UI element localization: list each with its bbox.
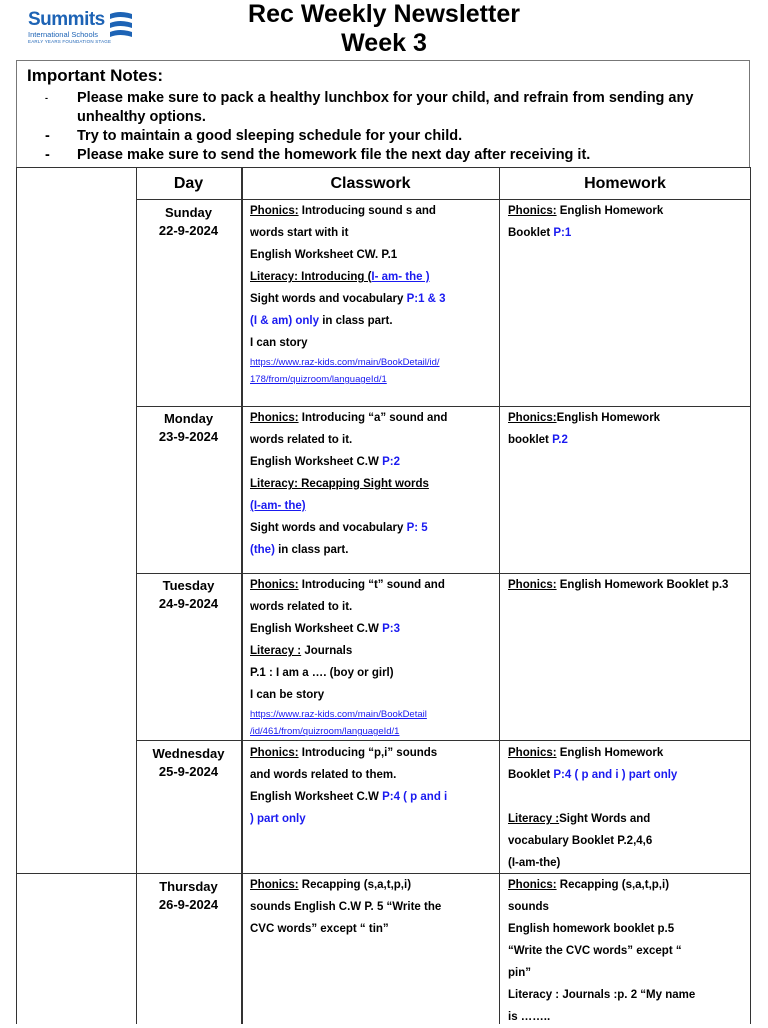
newsletter-title-block (0, 0, 768, 58)
cell-text: Recapping (s,a,t,p,i) (556, 879, 670, 891)
note-text: Try to maintain a good sleeping schedule for your child. (77, 128, 463, 144)
page-ref: P:4 ( p and i ) part only (553, 769, 678, 781)
cell-text: English Homework (556, 747, 664, 759)
column-header-day: Day (173, 175, 204, 192)
cell-text: words related to it. (250, 601, 353, 613)
cell-text: CVC words” except “ tin” (250, 923, 389, 935)
logo-tagline: EARLY YEARS FOUNDATION STAGE (28, 39, 112, 44)
homework-cell (508, 407, 746, 451)
table-right-border (750, 167, 751, 1024)
homework-cell (508, 200, 746, 244)
page-ref: P:1 (553, 227, 572, 239)
table-row-day (136, 878, 241, 914)
day-date: 22-9-2024 (158, 223, 219, 238)
page-ref: P:2 (382, 456, 400, 468)
page-ref: P:3 (382, 623, 400, 635)
classwork-cell (250, 407, 495, 561)
story-link[interactable]: https://www.raz-kids.com/main/BookDetail/id/ (250, 357, 440, 368)
day-date: 26-9-2024 (158, 897, 219, 912)
note-text: Please make sure to send the homework file the next day after receiving it. (77, 147, 591, 163)
subject-label: Phonics: (508, 205, 557, 217)
homework-cell (508, 742, 746, 874)
important-notes-box (16, 60, 750, 167)
cell-text: pin” (508, 967, 531, 979)
day-name: Sunday (165, 205, 212, 220)
column-header-classwork: Classwork (330, 175, 411, 192)
cell-text: Booklet (508, 769, 554, 781)
subject-label: Phonics: (250, 579, 299, 591)
cell-text: English Worksheet C.W (250, 791, 383, 803)
sight-words: I- am- the ) (371, 271, 430, 283)
table-left-border (16, 167, 17, 1024)
week-label: Week 3 (341, 29, 427, 57)
cell-text: and words related to them. (250, 769, 397, 781)
cell-text: vocabulary Booklet P.2,4,6 (508, 835, 653, 847)
story-link-continuation[interactable]: 178/from/quizroom/languageId/1 (250, 374, 387, 385)
page-ref: ) part only (250, 813, 306, 825)
cell-text: “Write the CVC words” except “ (508, 945, 682, 957)
day-name: Wednesday (152, 746, 225, 761)
subject-label: Phonics: (250, 747, 299, 759)
cell-text: English Homework Booklet p.3 (556, 579, 729, 591)
page-ref: P.2 (552, 434, 568, 446)
classwork-cell (250, 874, 495, 940)
logo-name: Summits (28, 9, 105, 30)
homework-cell (508, 574, 748, 596)
cell-text: Introducing sound s and (298, 205, 436, 217)
cell-text: words related to it. (250, 434, 353, 446)
cell-text: English homework booklet p.5 (508, 923, 675, 935)
table-row-day (136, 410, 241, 446)
cell-text: (I-am-the) (508, 857, 561, 869)
cell-text: English Worksheet CW. P.1 (250, 249, 398, 261)
cell-text: English Worksheet C.W (250, 456, 383, 468)
cell-text: sounds (508, 901, 549, 913)
subject-label: Literacy: Recapping Sight words (250, 478, 429, 490)
cell-text: Sight words and vocabulary (250, 522, 407, 534)
column-divider (499, 167, 500, 1024)
note-text: unhealthy options. (77, 109, 206, 125)
cell-text: Recapping (s,a,t,p,i) (298, 879, 412, 891)
subject-label: Literacy: Introducing ( (250, 271, 372, 283)
cell-text: Sight Words and (559, 813, 651, 825)
logo-subtitle: International Schools (28, 30, 99, 39)
subject-label: Literacy : (250, 645, 302, 657)
cell-text: Introducing “a” sound and (298, 412, 448, 424)
subject-label: Phonics: (250, 879, 299, 891)
cell-text: Literacy : Journals :p. 2 “My name (508, 989, 696, 1001)
cell-text: Journals (301, 645, 353, 657)
subject-label: Phonics: (508, 412, 557, 424)
subject-label: Phonics: (508, 579, 557, 591)
cell-text: in class part. (274, 544, 349, 556)
cell-text: is …….. (508, 1011, 551, 1023)
cell-text: Introducing “t” sound and (298, 579, 445, 591)
page-ref: (the) (250, 544, 275, 556)
homework-cell (508, 874, 746, 1028)
column-header-homework: Homework (584, 175, 666, 192)
table-row-day (136, 577, 241, 613)
note-bullet: - (45, 93, 48, 103)
note-bullet: - (45, 147, 50, 163)
cell-text: English Homework (556, 412, 661, 424)
subject-label: Phonics: (508, 747, 557, 759)
newsletter-title: Rec Weekly Newsletter (248, 0, 520, 28)
subject-label: Phonics: (250, 205, 299, 217)
note-bullet: - (45, 128, 50, 144)
cell-text: sounds English C.W P. 5 “Write the (250, 901, 442, 913)
cell-text: I can story (250, 337, 308, 349)
cell-text: Introducing “p,i” sounds (298, 747, 438, 759)
cell-text: Booklet (508, 227, 554, 239)
classwork-cell (250, 742, 495, 830)
subject-label: Phonics: (508, 879, 557, 891)
page-ref: P:4 ( p and i (382, 791, 448, 803)
row-divider (136, 740, 751, 741)
cell-text: words start with it (250, 227, 349, 239)
cell-text: booklet (508, 434, 553, 446)
classwork-cell (250, 200, 495, 388)
page-ref: (I & am) only (250, 315, 320, 327)
story-link[interactable]: https://www.raz-kids.com/main/BookDetail (250, 709, 427, 720)
table-row-day (136, 745, 241, 781)
page-ref: P:1 & 3 (406, 293, 446, 305)
day-name: Thursday (159, 879, 218, 894)
subject-label: Phonics: (250, 412, 299, 424)
cell-text: P.1 : I am a …. (boy or girl) (250, 667, 394, 679)
day-name: Monday (163, 411, 214, 426)
column-divider (241, 167, 243, 1024)
cell-text: Sight words and vocabulary (250, 293, 407, 305)
schedule-table (16, 167, 751, 1024)
subject-label: Literacy : (508, 813, 560, 825)
cell-text: English Worksheet C.W (250, 623, 383, 635)
cell-text: in class part. (319, 315, 393, 327)
page-ref: P: 5 (406, 522, 428, 534)
blank-line (508, 786, 746, 808)
story-link-continuation[interactable]: /id/461/from/quizroom/languageId/1 (250, 726, 400, 737)
sight-words: (I-am- the) (250, 500, 306, 512)
notes-heading: Important Notes: (27, 66, 163, 85)
day-date: 24-9-2024 (158, 596, 219, 611)
day-date: 25-9-2024 (158, 764, 219, 779)
classwork-cell (250, 574, 495, 740)
day-name: Tuesday (162, 578, 215, 593)
day-date: 23-9-2024 (158, 429, 219, 444)
cell-text: English Homework (556, 205, 664, 217)
cell-text: I can be story (250, 689, 325, 701)
table-top-border (16, 167, 751, 168)
table-row-day (136, 204, 241, 240)
note-text: Please make sure to pack a healthy lunchbox for your child, and refrain from sending any (77, 90, 694, 106)
